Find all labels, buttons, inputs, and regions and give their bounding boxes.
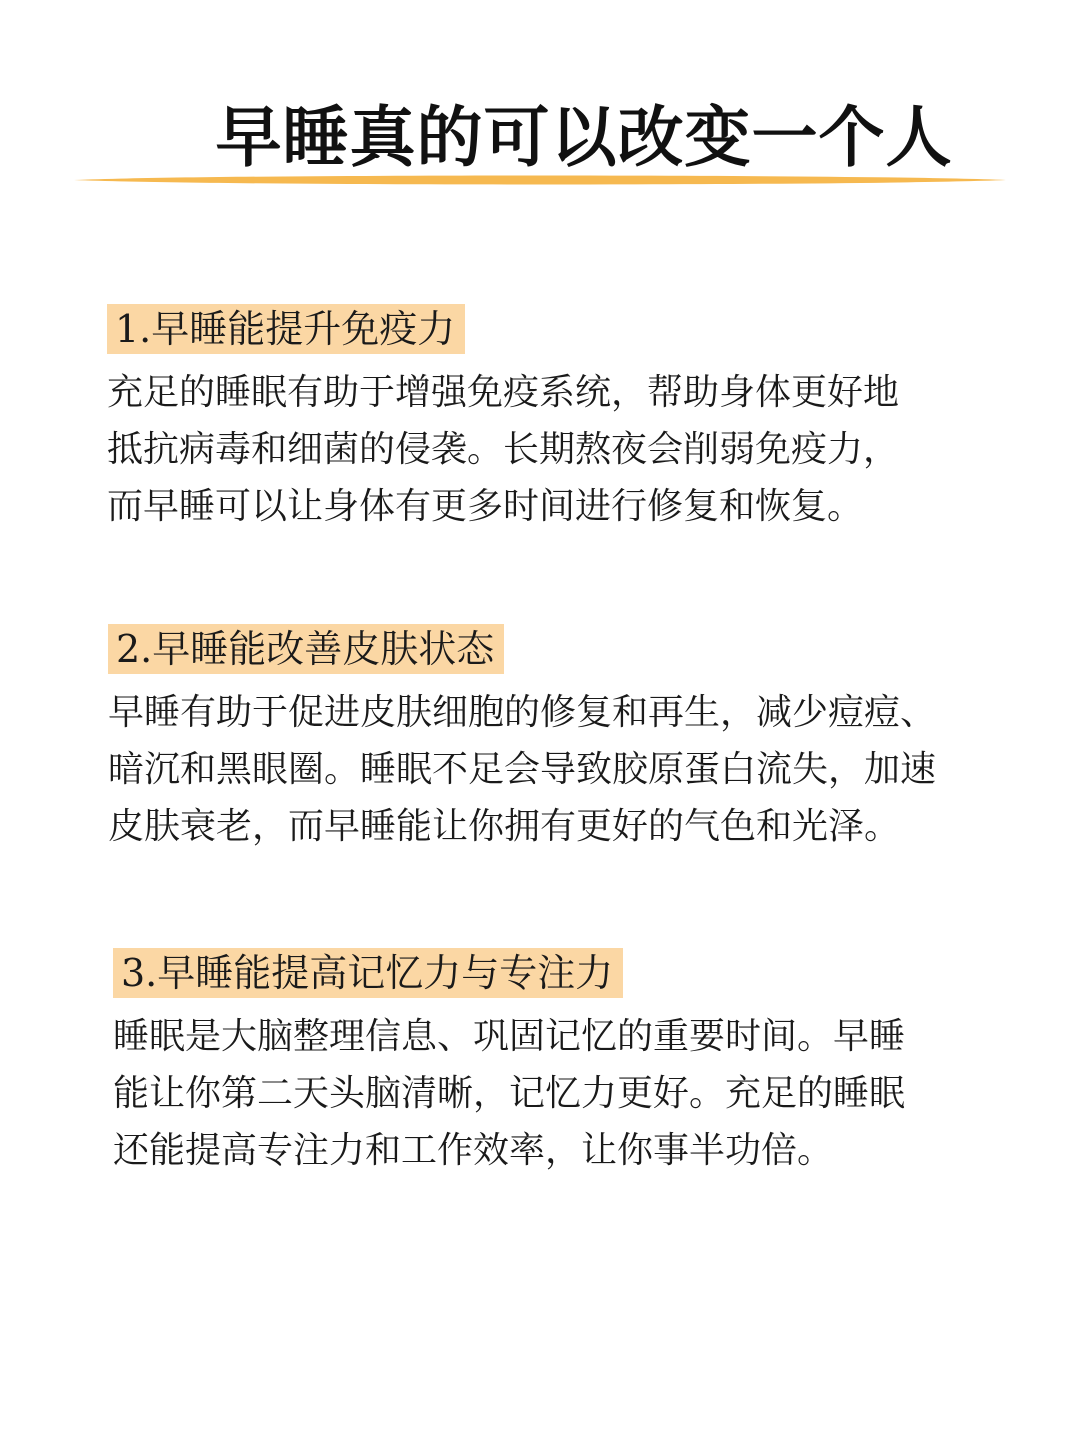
section-paragraph	[107, 364, 899, 535]
paragraph-line: 而早睡可以让身体有更多时间进行修复和恢复。	[107, 486, 864, 527]
paragraph-line: 能让你第二天头脑清晰，记忆力更好。充足的睡眠	[113, 1073, 906, 1114]
title-underline-stroke	[74, 176, 1006, 185]
paragraph-line: 暗沉和黑眼圈。睡眠不足会导致胶原蛋白流失，加速	[108, 749, 937, 790]
page-title: 早睡真的可以改变一个人	[215, 99, 953, 176]
section-heading: 2.早睡能改善皮肤状态	[108, 624, 504, 674]
paragraph-line: 早睡有助于促进皮肤细胞的修复和再生，减少痘痘、	[108, 692, 937, 733]
paragraph-line: 睡眠是大脑整理信息、巩固记忆的重要时间。早睡	[113, 1016, 906, 1057]
section-immunity	[107, 304, 899, 535]
paragraph-line: 皮肤衰老，而早睡能让你拥有更好的气色和光泽。	[108, 806, 901, 847]
section-skin	[108, 624, 936, 855]
section-paragraph	[113, 1008, 905, 1179]
paragraph-line: 还能提高专注力和工作效率，让你事半功倍。	[113, 1130, 834, 1171]
paragraph-line: 抵抗病毒和细菌的侵袭。长期熬夜会削弱免疫力，	[107, 429, 900, 470]
section-heading: 1.早睡能提升免疫力	[107, 304, 465, 354]
section-memory	[113, 948, 905, 1179]
paragraph-line: 充足的睡眠有助于增强免疫系统，帮助身体更好地	[107, 372, 900, 413]
section-heading: 3.早睡能提高记忆力与专注力	[113, 948, 623, 998]
title-underline	[74, 172, 1006, 188]
section-paragraph	[108, 684, 936, 855]
